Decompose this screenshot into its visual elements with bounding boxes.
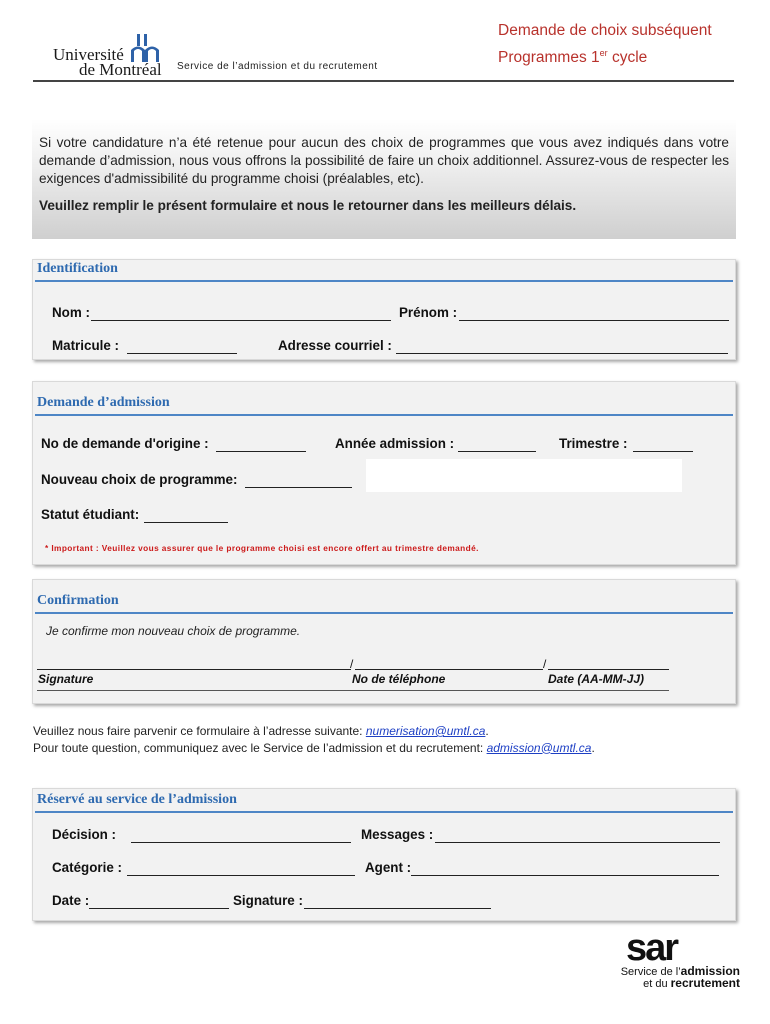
title-line2: Programmes 1er cycle (498, 48, 648, 67)
contact-info (33, 723, 595, 756)
date-field[interactable] (89, 908, 229, 909)
statut-field[interactable] (144, 522, 228, 523)
program-choice-input[interactable] (366, 459, 682, 492)
messages-label: Messages : (361, 827, 434, 842)
matricule-field[interactable] (127, 353, 237, 354)
university-logo-icon (131, 34, 161, 67)
signature-label: Signature (38, 672, 94, 686)
nouveau-choix-label: Nouveau choix de programme: (41, 472, 238, 487)
section-title: Demande d’admission (37, 395, 170, 410)
categorie-field[interactable] (127, 875, 355, 876)
courriel-field[interactable] (396, 353, 728, 354)
telephone-field[interactable] (355, 669, 543, 670)
admission-email-link[interactable]: admission@umtl.ca (486, 740, 592, 755)
confirmation-statement: Je confirme mon nouveau choix de programme. (46, 624, 301, 638)
courriel-label: Adresse courriel : (278, 338, 392, 353)
trimestre-field[interactable] (633, 451, 693, 452)
sar-line2: et du recrutement (643, 976, 740, 990)
confirmation-section (32, 579, 736, 704)
date-label: Date (AA-MM-JJ) (548, 672, 644, 686)
prenom-label: Prénom : (399, 305, 458, 320)
no-demande-label: No de demande d'origine : (41, 436, 209, 451)
sar-line1: Service de l’admission (620, 964, 740, 978)
matricule-label: Matricule : (52, 338, 119, 353)
decision-label: Décision : (52, 827, 116, 842)
reserve-section (32, 788, 736, 921)
signature-label: Signature : (233, 893, 303, 908)
separator-1: / (350, 657, 354, 671)
sar-logo-text: sar (626, 930, 678, 964)
trimestre-label: Trimestre : (559, 436, 628, 451)
date-label: Date : (52, 893, 90, 908)
header-divider (33, 80, 734, 82)
section-rule (35, 414, 733, 416)
university-name-line1: Université (53, 45, 124, 64)
annee-field[interactable] (458, 451, 536, 452)
categorie-label: Catégorie : (52, 860, 122, 875)
agent-field[interactable] (411, 875, 719, 876)
bottom-rule (37, 690, 669, 691)
section-rule (35, 811, 733, 813)
intro-box (32, 119, 736, 239)
contact-line2: Pour toute question, communiquez avec le Service de l’admission et du recrutement: admission@umtl.ca. (33, 740, 595, 755)
sar-service-text (606, 966, 740, 990)
messages-field[interactable] (435, 842, 720, 843)
date-field[interactable] (548, 669, 669, 670)
numerisation-email-link[interactable]: numerisation@umtl.ca (365, 724, 486, 738)
intro-paragraph: Si votre candidature n’a été retenue pour aucun des choix de programmes que vous avez indiqués dans votre demande d’admission, nous vous offrons la possibilité de faire un choix additionnel. Assurez-vous de respecter les exigences d'admissibilité du programme choisi (préalables, etc). (39, 135, 729, 186)
section-title: Réservé au service de l’admission (37, 792, 237, 807)
nouveau-choix-field[interactable] (245, 487, 352, 488)
signature-field[interactable] (37, 669, 351, 670)
prenom-field[interactable] (459, 320, 729, 321)
decision-field[interactable] (131, 842, 351, 843)
agent-label: Agent : (365, 860, 412, 875)
intro-emphasis: Veuillez remplir le présent formulaire et nous le retourner dans les meilleurs délais. (39, 198, 577, 213)
no-demande-field[interactable] (216, 451, 306, 452)
section-title: Identification (37, 261, 118, 276)
signature-field[interactable] (304, 908, 491, 909)
nom-label: Nom : (52, 305, 90, 320)
section-rule (35, 612, 733, 614)
nom-field[interactable] (91, 320, 391, 321)
university-name-line2: de Montréal (79, 60, 162, 79)
title-line1: Demande de choix subséquent (498, 22, 712, 39)
demande-section (32, 381, 736, 565)
important-note: * Important : Veuillez vous assurer que le programme choisi est encore offert au trimestre demandé. (45, 543, 479, 553)
annee-label: Année admission : (335, 436, 455, 451)
identification-section (32, 259, 736, 360)
contact-line1: Veuillez nous faire parvenir ce formulaire à l’adresse suivante: numerisation@umtl.ca. (33, 724, 489, 738)
section-rule (35, 280, 733, 282)
service-name: Service de l’admission et du recrutement (177, 61, 378, 72)
telephone-label: No de téléphone (352, 672, 446, 686)
statut-label: Statut étudiant: (41, 507, 140, 522)
section-title: Confirmation (37, 593, 119, 608)
separator-2: / (543, 657, 547, 671)
document-title (498, 20, 712, 69)
